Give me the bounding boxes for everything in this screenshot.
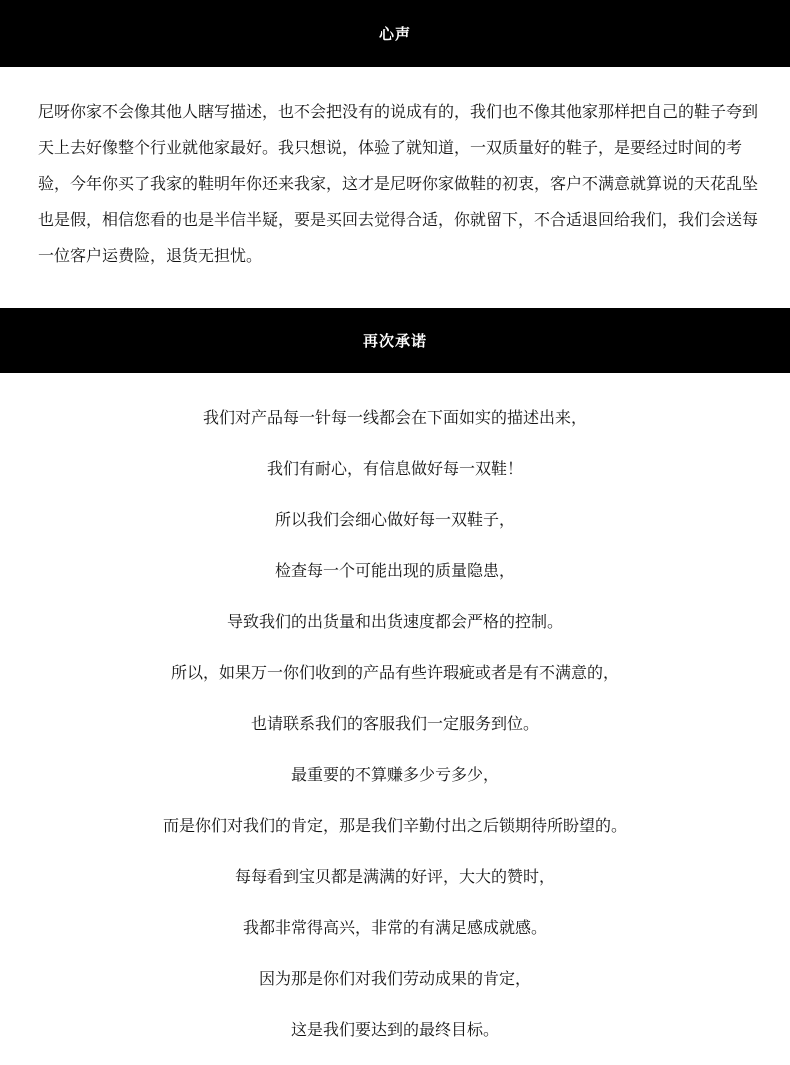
- brand-statement-paragraph: 尼呀你家不会像其他人瞎写描述，也不会把没有的说成有的，我们也不像其他家那样把自己的鞋子夸到天上去好像整个行业就他家最好。我只想说，体验了就知道，一双质量好的鞋子，是要经过时间的考验，今年你买了我家的鞋明年你还来我家，这才是尼呀你家做鞋的初衷，客户不满意就算说的天花乱坠也是假，相信您看的也是半信半疑，要是买回去觉得合适，你就留下，不合适退回给我们，我们会送每一位客户运费险，退货无担忧。: [38, 102, 759, 265]
- section-title: 再次承诺: [362, 332, 427, 350]
- promise-line: 最重要的不算赚多少亏多少，: [290, 765, 499, 784]
- promise-line: 也请联系我们的客服我们一定服务到位。: [250, 714, 539, 733]
- section-title: 心声: [378, 25, 411, 43]
- promise-line: 检查每一个可能出现的质量隐患，: [274, 561, 515, 580]
- promise-line: 所以，如果万一你们收到的产品有些许瑕疵或者是有不满意的，: [170, 663, 619, 682]
- promise-line: 而是你们对我们的肯定，那是我们辛勤付出之后锁期待所盼望的。: [162, 816, 627, 835]
- promise-line: 因为那是你们对我们劳动成果的肯定，: [258, 969, 531, 988]
- promise-list: [0, 402, 790, 1065]
- promise-line: 这是我们要达到的最终目标。: [290, 1020, 499, 1039]
- promise-line: 我都非常得高兴，非常的有满足感成就感。: [242, 918, 547, 937]
- promise-line: 我们对产品每一针每一线都会在下面如实的描述出来，: [202, 408, 587, 427]
- promise-line: 导致我们的出货量和出货速度都会严格的控制。: [226, 612, 563, 631]
- section-header-xinsheng: [0, 0, 790, 67]
- section-header-promise: [0, 308, 790, 373]
- promise-line: 我们有耐心，有信息做好每一双鞋！: [266, 459, 523, 478]
- promise-line: 所以我们会细心做好每一双鞋子，: [274, 510, 515, 529]
- promise-line: 每每看到宝贝都是满满的好评，大大的赞时，: [234, 867, 555, 886]
